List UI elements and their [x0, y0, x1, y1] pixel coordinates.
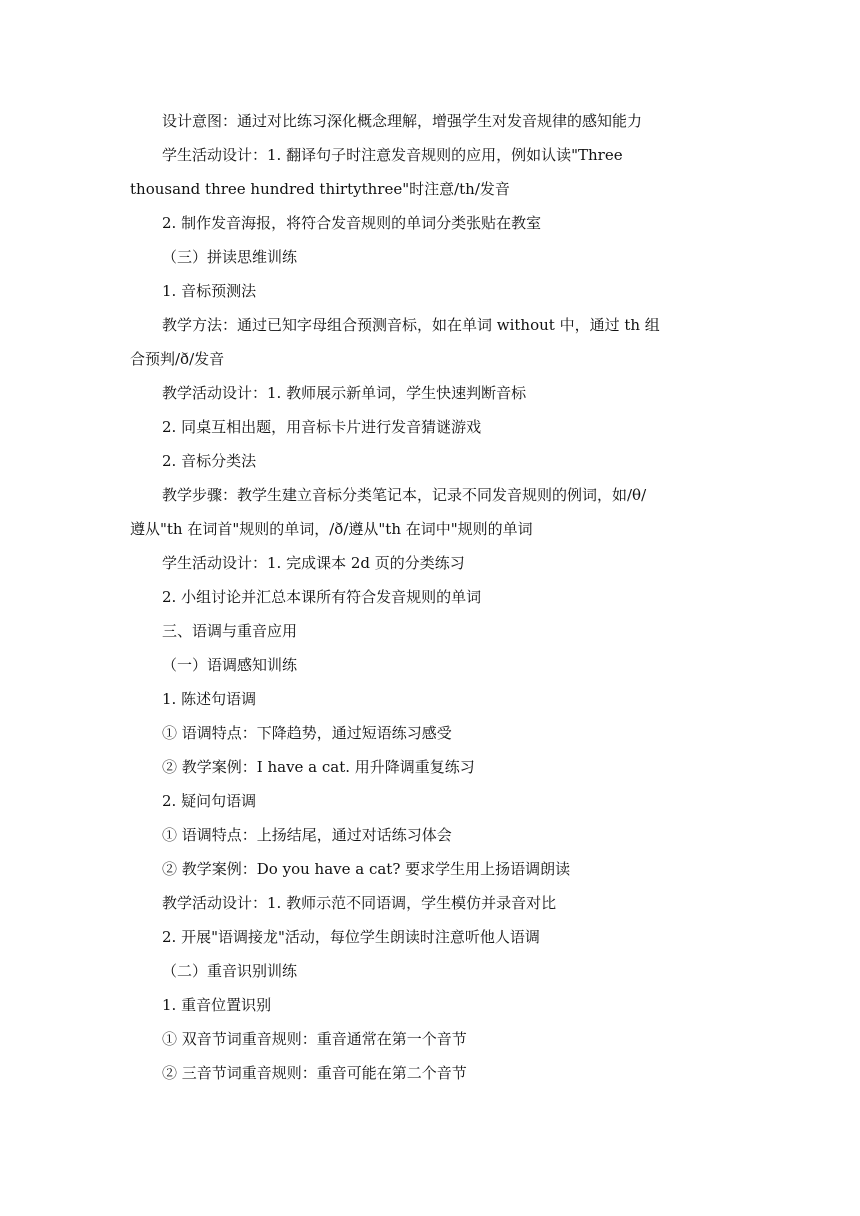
subheading-phonetic-prediction: 1. 音标预测法	[162, 282, 257, 300]
paragraph-student-activity-2: 2. 制作发音海报，将符合发音规则的单词分类张贴在教室	[162, 214, 542, 232]
paragraph-teaching-activity-2: 2. 同桌互相出题，用音标卡片进行发音猜谜游戏	[162, 418, 482, 436]
paragraph-teaching-steps: 教学步骤：教学生建立音标分类笔记本，记录不同发音规则的例词，如/θ/	[162, 486, 647, 504]
document-body	[130, 104, 730, 1090]
list-item-two-syllable-rule: ① 双音节词重音规则：重音通常在第一个音节	[162, 1030, 467, 1048]
subheading-declarative-intonation: 1. 陈述句语调	[162, 690, 257, 708]
subheading-question-intonation: 2. 疑问句语调	[162, 792, 257, 810]
list-item-declarative-example: ② 教学案例：I have a cat. 用升降调重复练习	[162, 758, 475, 776]
paragraph-teaching-method-cont: 合预判/ð/发音	[130, 350, 225, 368]
paragraph-teaching-method: 教学方法：通过已知字母组合预测音标，如在单词 without 中，通过 th 组	[162, 316, 660, 334]
paragraph-teaching-steps-cont: 遵从"th 在词首"规则的单词，/ð/遵从"th 在词中"规则的单词	[130, 520, 533, 538]
paragraph-teaching-activity-1: 教学活动设计：1. 教师展示新单词，学生快速判断音标	[162, 384, 527, 402]
section-heading-spelling-thinking: （三）拼读思维训练	[162, 248, 298, 266]
section-heading-stress-training: （二）重音识别训练	[162, 962, 298, 980]
paragraph-student-activity-4: 2. 小组讨论并汇总本课所有符合发音规则的单词	[162, 588, 482, 606]
paragraph-student-activity-1-cont: thousand three hundred thirtythree"时注意/th/发音	[130, 180, 510, 198]
list-item-question-feature: ① 语调特点：上扬结尾，通过对话练习体会	[162, 826, 452, 844]
list-item-question-example: ② 教学案例：Do you have a cat? 要求学生用上扬语调朗读	[162, 860, 571, 878]
section-heading-intonation-training: （一）语调感知训练	[162, 656, 298, 674]
subheading-phonetic-classification: 2. 音标分类法	[162, 452, 257, 470]
paragraph-teaching-activity-4: 2. 开展"语调接龙"活动，每位学生朗读时注意听他人语调	[162, 928, 540, 946]
list-item-declarative-feature: ① 语调特点：下降趋势，通过短语练习感受	[162, 724, 452, 742]
subheading-stress-position: 1. 重音位置识别	[162, 996, 272, 1014]
paragraph-student-activity-3: 学生活动设计：1. 完成课本 2d 页的分类练习	[162, 554, 465, 572]
list-item-three-syllable-rule: ② 三音节词重音规则：重音可能在第二个音节	[162, 1064, 467, 1082]
paragraph-student-activity-1: 学生活动设计：1. 翻译句子时注意发音规则的应用，例如认读"Three	[162, 146, 623, 164]
section-heading-intonation-stress: 三、语调与重音应用	[162, 622, 298, 640]
paragraph-teaching-activity-3: 教学活动设计：1. 教师示范不同语调，学生模仿并录音对比	[162, 894, 557, 912]
paragraph-design-intent: 设计意图：通过对比练习深化概念理解，增强学生对发音规律的感知能力	[162, 112, 643, 130]
